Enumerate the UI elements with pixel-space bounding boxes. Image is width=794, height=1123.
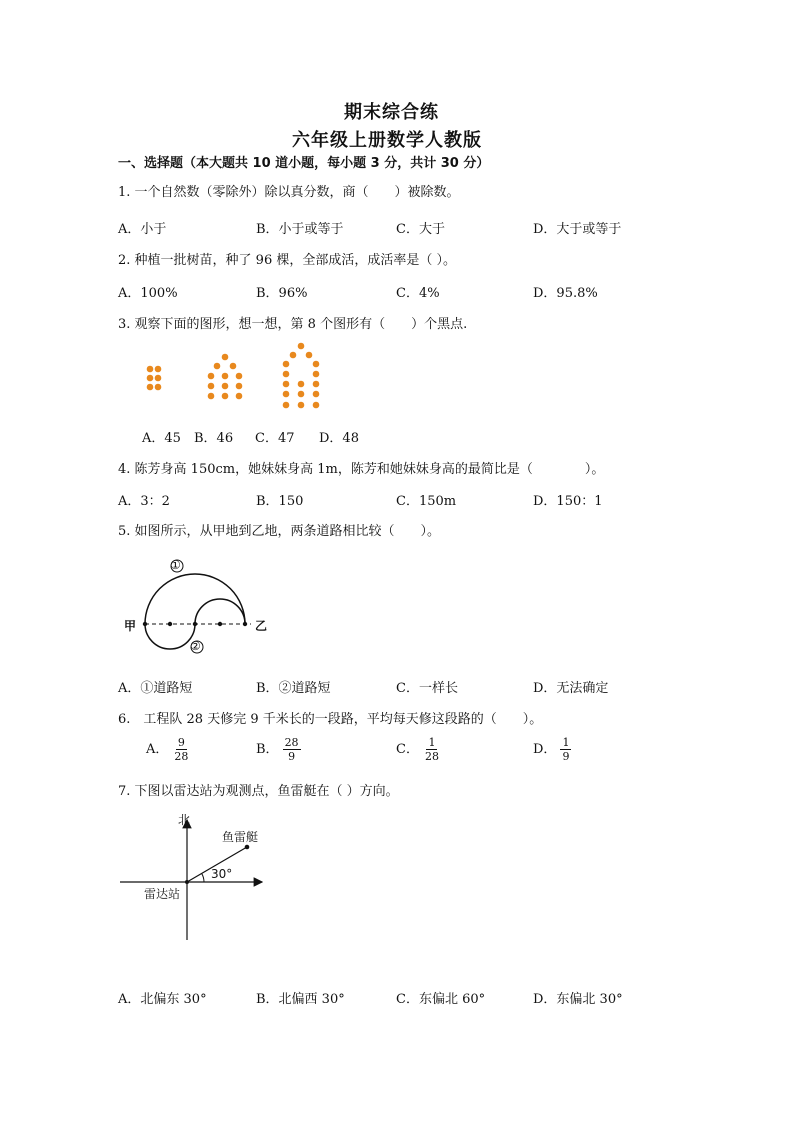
north-label: 北	[178, 813, 191, 827]
torpedo-boat-label: 鱼雷艇	[222, 830, 259, 844]
q4-option-a[interactable]: A．3：2	[118, 494, 170, 509]
fraction: $\frac{1}{28}$	[424, 736, 439, 763]
q5-option-d[interactable]: D．无法确定	[533, 681, 609, 696]
radar-station-label: 雷达站	[144, 887, 181, 901]
q6-option-c[interactable]	[396, 736, 441, 763]
route-2-arc-lower	[145, 624, 195, 649]
section-heading: 一、选择题（本大题共 10 道小题，每小题 3 分，共计 30 分）	[118, 156, 490, 171]
question-7: 7. 下图以雷达站为观测点，鱼雷艇在（ ）方向。	[118, 784, 399, 799]
q4-option-d[interactable]: D．150：1	[533, 494, 603, 509]
q6-option-d[interactable]	[533, 736, 571, 763]
route-2-label: ②	[190, 639, 201, 653]
torpedo-boat-point	[245, 845, 250, 850]
q7-option-a[interactable]: A．北偏东 30°	[118, 992, 207, 1007]
q2-option-b[interactable]: B．96%	[256, 286, 308, 301]
q6-option-b-letter: B．	[256, 742, 279, 757]
q2-option-c[interactable]: C．4%	[396, 286, 440, 301]
q5-option-a[interactable]: A．①道路短	[118, 681, 193, 696]
route-1-arc	[145, 574, 245, 624]
q5-option-b[interactable]: B．②道路短	[256, 681, 331, 696]
dot-pattern-figure	[140, 338, 340, 416]
question-2: 2. 种植一批树苗，种了 96 棵，全部成活，成活率是（ ）。	[118, 253, 456, 268]
question-5: 5. 如图所示，从甲地到乙地，两条道路相比较（ ）。	[118, 524, 441, 539]
q6-option-d-letter: D．	[533, 742, 557, 757]
q6-option-a[interactable]	[146, 736, 190, 763]
angle-arc	[202, 874, 204, 883]
question-1: 1. 一个自然数（零除外）除以真分数，商（ ）被除数。	[118, 185, 460, 200]
page-subtitle: 六年级上册数学人教版	[292, 130, 482, 151]
q3-option-c[interactable]: C．47	[255, 431, 295, 446]
q1-option-a[interactable]: A．小于	[118, 222, 167, 237]
q7-option-b[interactable]: B．北偏西 30°	[256, 992, 345, 1007]
q1-option-d[interactable]: D．大于或等于	[533, 222, 622, 237]
angle-label: 30°	[211, 867, 233, 881]
q3-option-b[interactable]: B．46	[194, 431, 234, 446]
route-2-arc-upper	[195, 599, 245, 624]
q4-option-b[interactable]: B．150	[256, 494, 304, 509]
route-1-label: ①	[170, 558, 181, 572]
fraction: $\frac{1}{9}$	[562, 736, 570, 763]
question-6: 6. 工程队 28 天修完 9 千米长的一段路，平均每天修这段路的（ ）。	[118, 712, 543, 727]
q3-option-a[interactable]: A．45	[142, 431, 181, 446]
radar-point	[185, 880, 189, 884]
question-3: 3. 观察下面的图形，想一想，第 8 个图形有（ ）个黑点.	[118, 317, 468, 332]
question-4: 4. 陈芳身高 150cm，她妹妹身高 1m，陈芳和她妹妹身高的最简比是（ ）。	[118, 462, 605, 477]
page-title: 期末综合练	[344, 102, 439, 123]
q1-option-b[interactable]: B．小于或等于	[256, 222, 344, 237]
end-label: 乙	[255, 619, 268, 633]
q3-option-d[interactable]: D．48	[319, 431, 359, 446]
q2-option-d[interactable]: D．95.8%	[533, 286, 598, 301]
q7-option-c[interactable]: C．东偏北 60°	[396, 992, 486, 1007]
q2-option-a[interactable]: A．100%	[118, 286, 178, 301]
fraction: $\frac{28}{9}$	[284, 736, 299, 763]
q6-option-c-letter: C．	[396, 742, 419, 757]
q1-option-c[interactable]: C．大于	[396, 222, 445, 237]
fraction: $\frac{9}{28}$	[174, 736, 189, 763]
dot-pattern-1	[147, 366, 162, 391]
q5-option-c[interactable]: C．一样长	[396, 681, 458, 696]
start-label: 甲	[124, 619, 137, 633]
q7-option-d[interactable]: D．东偏北 30°	[533, 992, 623, 1007]
dot-pattern-2	[208, 354, 243, 400]
q6-option-b[interactable]	[256, 736, 301, 763]
q6-option-a-letter: A．	[146, 742, 169, 757]
q4-option-c[interactable]: C．150m	[396, 494, 457, 509]
dot-pattern-3	[283, 343, 320, 409]
